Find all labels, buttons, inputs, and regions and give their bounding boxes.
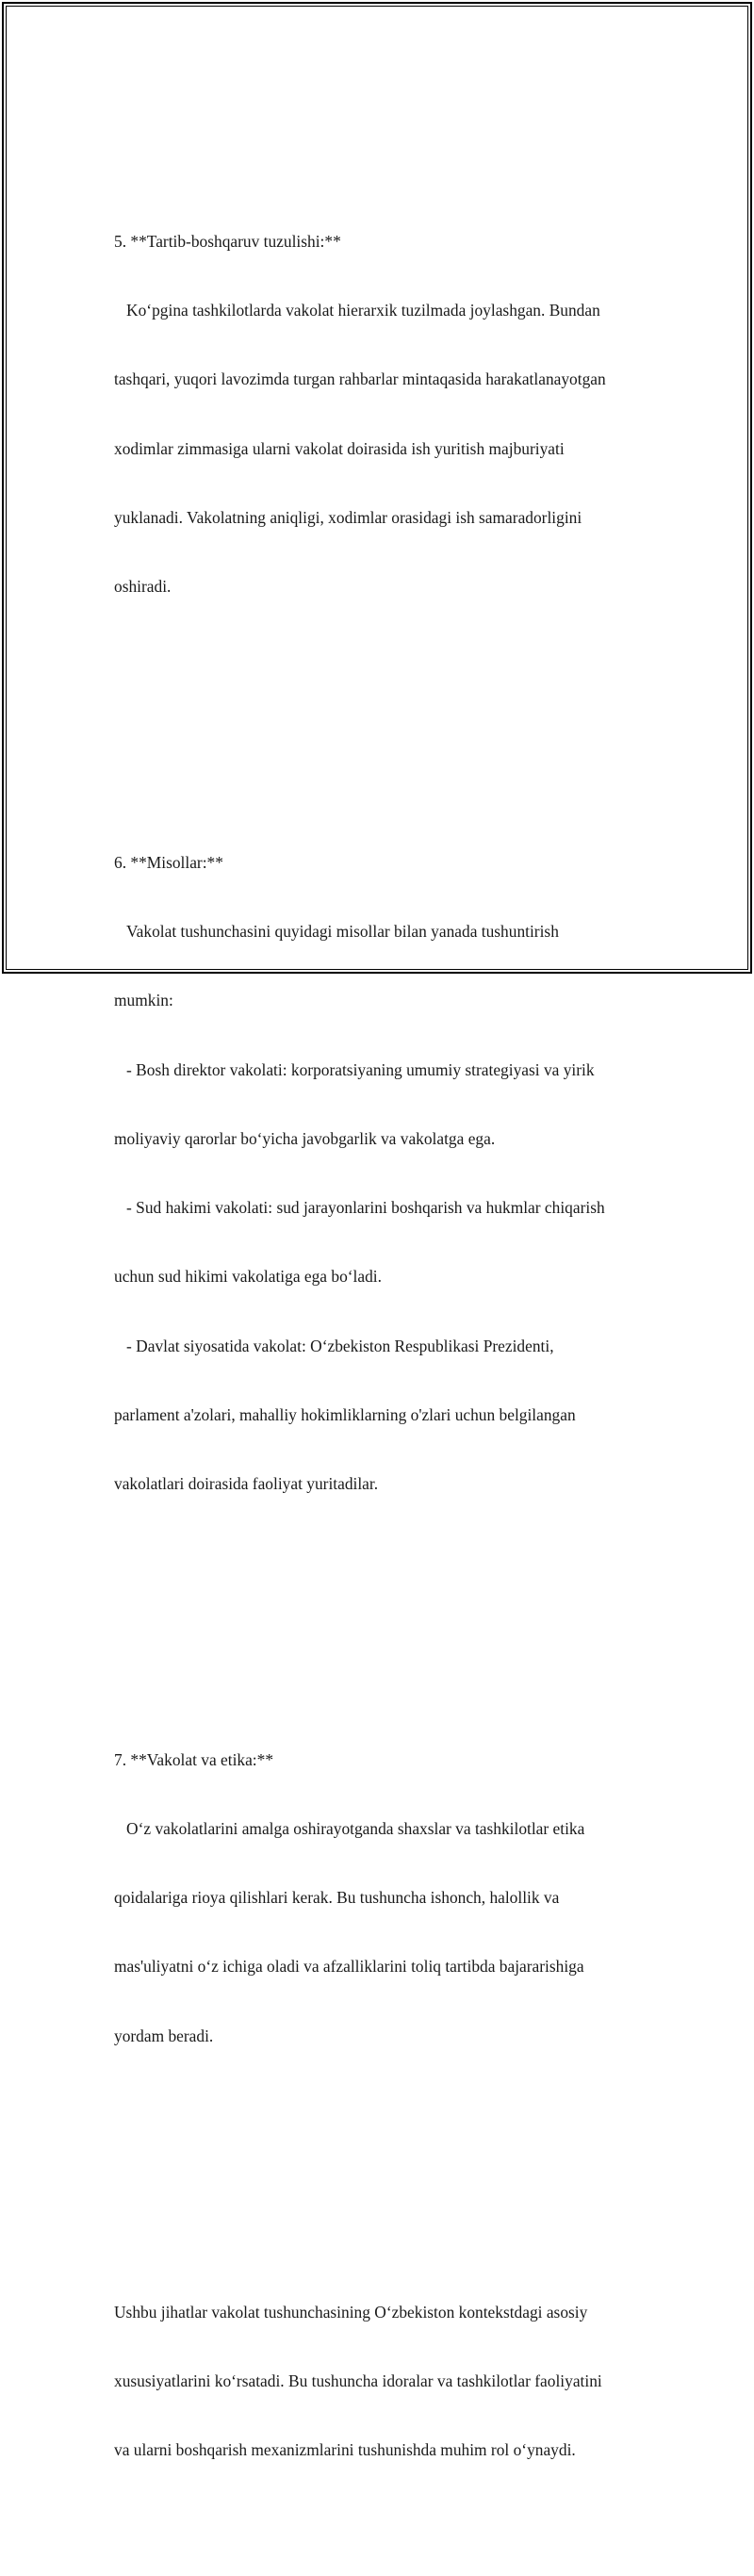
section-6-line: Vakolat tushunchasini quyidagi misollar bilan yanada tushuntirish <box>114 922 559 942</box>
section-6-line: - Davlat siyosatida vakolat: Oʻzbekiston Respublikasi Prezidenti, <box>114 1336 554 1355</box>
paragraph-gap <box>114 2162 642 2185</box>
paragraph-gap <box>114 1610 642 1633</box>
section-7-line: Oʻz vakolatlarini amalga oshirayotganda shaxslar va tashkilotlar etika <box>114 1819 585 1839</box>
section-7-line: qoidalariga rioya qilishlari kerak. Bu tushuncha ishonch, halollik va <box>114 1888 560 1908</box>
section-5-line: Koʻpgina tashkilotlarda vakolat hierarxik tuzilmada joylashgan. Bundan <box>114 301 600 320</box>
section-5-line: oshiradi. <box>114 577 172 597</box>
document-body <box>114 115 642 2576</box>
section-6-line: uchun sud hikimi vakolatiga ega boʻladi. <box>114 1267 382 1287</box>
section-5-line: tashqari, yuqori lavozimda turgan rahbarlar mintaqasida harakatlanayotgan <box>114 369 606 389</box>
section-5-line: yuklanadi. Vakolatning aniqligi, xodimlar orasidagi ish samaradorligini <box>114 507 582 527</box>
conclusion-line: va ularni boshqarish mexanizmlarini tushunishda muhim rol oʻynaydi. <box>114 2439 576 2459</box>
section-6-line: - Bosh direktor vakolati: korporatsiyaning umumiy strategiyasi va yirik <box>114 1059 595 1079</box>
section-6 <box>114 805 642 1541</box>
section-6-line: - Sud hakimi vakolati: sud jarayonlarini boshqarish va hukmlar chiqarish <box>114 1198 605 1218</box>
section-5 <box>114 184 642 644</box>
section-6-line: moliyaviy qarorlar boʻyicha javobgarlik va vakolatga ega. <box>114 1128 496 1148</box>
paragraph-gap <box>114 714 642 736</box>
section-5-line: xodimlar zimmasiga ularni vakolat doirasida ish yuritish majburiyati <box>114 438 565 458</box>
section-6-line: vakolatlari doirasida faoliyat yuritadilar. <box>114 1473 379 1493</box>
conclusion-line: Ushbu jihatlar vakolat tushunchasining Oʻzbekiston kontekstdagi asosiy <box>114 2302 588 2322</box>
section-6-line: parlament a'zolari, mahalliy hokimliklarning o'zlari uchun belgilangan <box>114 1404 576 1424</box>
section-6-heading: 6. **Misollar:** <box>114 852 223 872</box>
conclusion-line: xususiyatlarini koʻrsatadi. Bu tushuncha idoralar va tashkilotlar faoliyatini <box>114 2371 602 2390</box>
page-frame <box>2 2 752 2459</box>
section-5-heading: 5. **Tartib-boshqaruv tuzulishi:** <box>114 232 341 252</box>
section-7-line: mas'uliyatni oʻz ichiga oladi va afzalliklarini toliq tartibda bajararishiga <box>114 1957 584 1977</box>
conclusion-paragraph <box>114 2255 642 2507</box>
section-7 <box>114 1702 642 2093</box>
section-7-line: yordam beradi. <box>114 2026 214 2045</box>
section-7-heading: 7. **Vakolat va etika:** <box>114 1749 274 1769</box>
section-6-line: mumkin: <box>114 991 173 1010</box>
